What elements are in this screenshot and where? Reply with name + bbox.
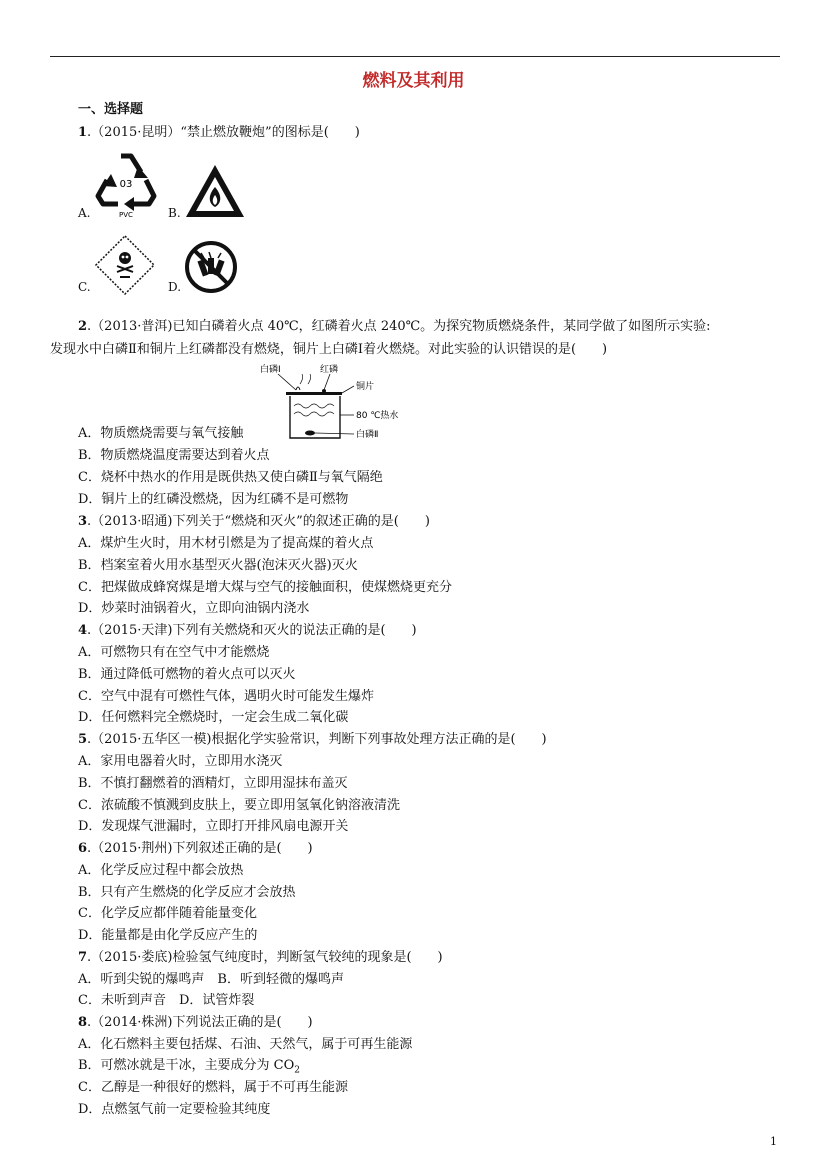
q5-option-d: D．发现煤气泄漏时，立即打开排风扇电源开关	[78, 819, 349, 834]
question-5: 5.（2015·五华区一模)根据化学实验常识，判断下列事故处理方法正确的是( )	[78, 732, 547, 747]
question-8: 8.（2014·株洲)下列说法正确的是( )	[78, 1015, 313, 1030]
svg-text:红磷: 红磷	[320, 365, 339, 375]
q3-option-d: D．炒菜时油锅着火，立即向油锅内浇水	[78, 601, 310, 616]
q1-option-d-label: D.	[168, 280, 182, 294]
svg-text:白磷Ⅰ: 白磷Ⅰ	[260, 365, 281, 375]
svg-text:铜片: 铜片	[356, 382, 375, 392]
svg-text:白磷Ⅱ: 白磷Ⅱ	[356, 430, 379, 440]
flammable-warning-icon	[184, 163, 246, 219]
question-3: 3.（2013·昭通)下列关于“燃烧和灭火”的叙述正确的是( )	[78, 514, 430, 529]
q8-option-a: A．化石燃料主要包括煤、石油、天然气，属于可再生能源	[78, 1037, 413, 1052]
section-heading: 一、选择题	[78, 102, 144, 117]
q1-option-b-label: B.	[168, 206, 181, 220]
q4-option-b: B．通过降低可燃物的着火点可以灭火	[78, 667, 296, 682]
svg-text:80 ℃热水: 80 ℃热水	[356, 411, 399, 421]
q7-options-ab: A．听到尖锐的爆鸣声 B．听到轻微的爆鸣声	[78, 972, 344, 987]
question-1: 1.（2015·昆明）“禁止燃放鞭炮”的图标是( )	[78, 125, 360, 140]
question-7: 7.（2015·娄底)检验氢气纯度时，判断氢气较纯的现象是( )	[78, 950, 443, 965]
question-6: 6.（2015·荆州)下列叙述正确的是( )	[78, 841, 313, 856]
q1-option-a-label: A.	[78, 206, 91, 220]
q2-option-b: B．物质燃烧温度需要达到着火点	[78, 448, 270, 463]
q6-option-a: A．化学反应过程中都会放热	[78, 863, 244, 878]
q4-option-a: A．可燃物只有在空气中才能燃烧	[78, 645, 270, 660]
header-rule	[50, 56, 780, 57]
phosphorus-experiment-figure	[258, 362, 408, 442]
q5-option-a: A．家用电器着火时，立即用水浇灭	[78, 754, 283, 769]
q3-option-c: C．把煤做成蜂窝煤是增大煤与空气的接触面积，使煤燃烧更充分	[78, 580, 452, 595]
q5-option-b: B．不慎打翻燃着的酒精灯，立即用湿抹布盖灭	[78, 776, 348, 791]
q3-option-a: A．煤炉生火时，用木材引燃是为了提高煤的着火点	[78, 536, 374, 551]
q1-option-c-label: C.	[78, 280, 91, 294]
q2-option-c: C．烧杯中热水的作用是既供热又使白磷Ⅱ与氧气隔绝	[78, 470, 383, 485]
q5-option-c: C．浓硫酸不慎溅到皮肤上，要立即用氢氧化钠溶液清洗	[78, 798, 400, 813]
q6-option-b: B．只有产生燃烧的化学反应才会放热	[78, 885, 296, 900]
question-4: 4.（2015·天津)下列有关燃烧和灭火的说法正确的是( )	[78, 623, 417, 638]
question-2-line1: 2.（2013·普洱)已知白磷着火点 40℃，红磷着火点 240℃。为探究物质燃烧条件，某同学做了如图所示实验:	[78, 319, 711, 334]
page-title: 燃料及其利用	[362, 71, 465, 91]
toxic-hazard-icon	[94, 234, 156, 296]
page-number: 1	[770, 1135, 777, 1148]
q4-option-c: C．空气中混有可燃性气体，遇明火时可能发生爆炸	[78, 689, 374, 704]
svg-text:03: 03	[119, 179, 133, 190]
q2-option-d: D．铜片上的红磷没燃烧，因为红磷不是可燃物	[78, 492, 349, 507]
question-2-line2: 发现水中白磷Ⅱ和铜片上红磷都没有燃烧，铜片上白磷Ⅰ着火燃烧。对此实验的认识错误的是( )	[50, 342, 608, 357]
q8-option-d: D．点燃氢气前一定要检验其纯度	[78, 1102, 271, 1117]
recycle-pvc-icon	[94, 150, 158, 220]
q8-option-b: B．可燃冰就是干冰，主要成分为 $CO_2$	[78, 1058, 301, 1076]
q2-option-a: A．物质燃烧需要与氧气接触	[78, 426, 244, 441]
q3-option-b: B．档案室着火用水基型灭火器(泡沫灭火器)灭火	[78, 558, 358, 573]
q4-option-d: D．任何燃料完全燃烧时，一定会生成二氧化碳	[78, 710, 349, 725]
q6-option-c: C．化学反应都伴随着能量变化	[78, 906, 257, 921]
q8-option-c: C．乙醇是一种很好的燃料，属于不可再生能源	[78, 1080, 348, 1095]
q6-option-d: D．能量都是由化学反应产生的	[78, 928, 258, 943]
svg-text:PVC: PVC	[119, 211, 133, 219]
no-firecrackers-icon	[184, 240, 238, 294]
q7-options-cd: C．未听到声音 D．试管炸裂	[78, 993, 255, 1008]
